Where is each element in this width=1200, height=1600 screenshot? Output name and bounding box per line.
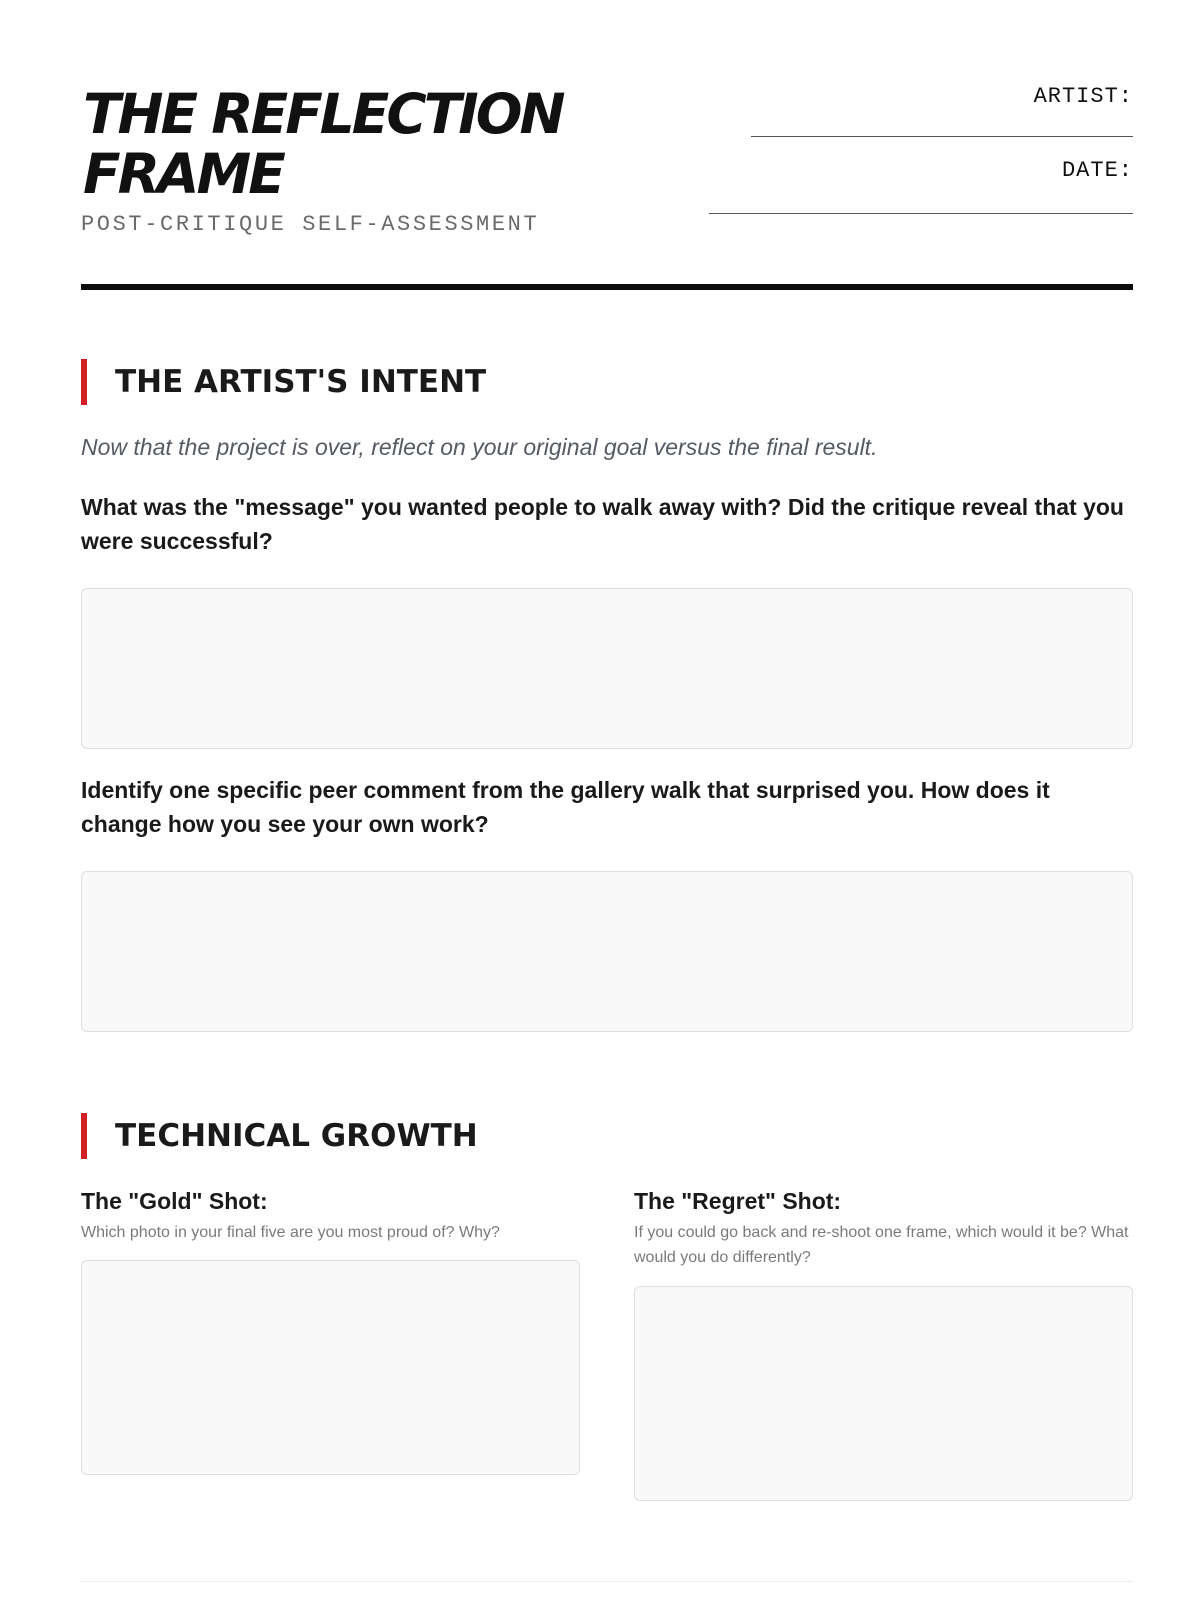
regret-shot-title: The "Regret" Shot:	[634, 1188, 842, 1214]
date-field[interactable]	[709, 213, 1133, 214]
artist-label: ARTIST:	[1033, 84, 1133, 109]
date-label: DATE:	[1061, 158, 1133, 183]
answer-field-peer-comment[interactable]	[81, 871, 1133, 1032]
header-divider	[81, 284, 1133, 290]
section-accent-bar	[81, 359, 87, 405]
page-title: THE REFLECTION FRAME	[83, 82, 563, 206]
gold-shot-description: Which photo in your final five are you most proud of? Why?	[81, 1224, 500, 1241]
section-heading-technical-growth	[81, 1113, 1133, 1159]
section-intro: Now that the project is over, reflect on your original goal versus the final result.	[81, 434, 878, 460]
section-accent-bar	[81, 1113, 87, 1159]
question-prompt-peer-comment: Identify one specific peer comment from the gallery walk that surprised you. How does it change how you see your own work?	[81, 777, 1050, 837]
artist-name-field[interactable]	[751, 136, 1133, 137]
footer-divider	[81, 1581, 1133, 1582]
question-prompt-message: What was the "message" you wanted people to walk away with? Did the critique reveal that you were successful?	[81, 494, 1124, 554]
answer-field-regret-shot[interactable]	[634, 1286, 1133, 1501]
page-subtitle: POST-CRITIQUE SELF-ASSESSMENT	[81, 212, 540, 237]
section-title: TECHNICAL GROWTH	[115, 1118, 478, 1154]
gold-shot-title: The "Gold" Shot:	[81, 1188, 268, 1214]
section-heading-artists-intent	[81, 359, 1133, 405]
answer-field-gold-shot[interactable]	[81, 1260, 580, 1475]
worksheet-header	[81, 0, 1133, 290]
answer-field-message[interactable]	[81, 588, 1133, 749]
regret-shot-description: If you could go back and re-shoot one frame, which would it be? What would you do differently?	[634, 1224, 1129, 1266]
worksheet-page	[81, 0, 1133, 1600]
section-title: THE ARTIST'S INTENT	[115, 364, 487, 400]
